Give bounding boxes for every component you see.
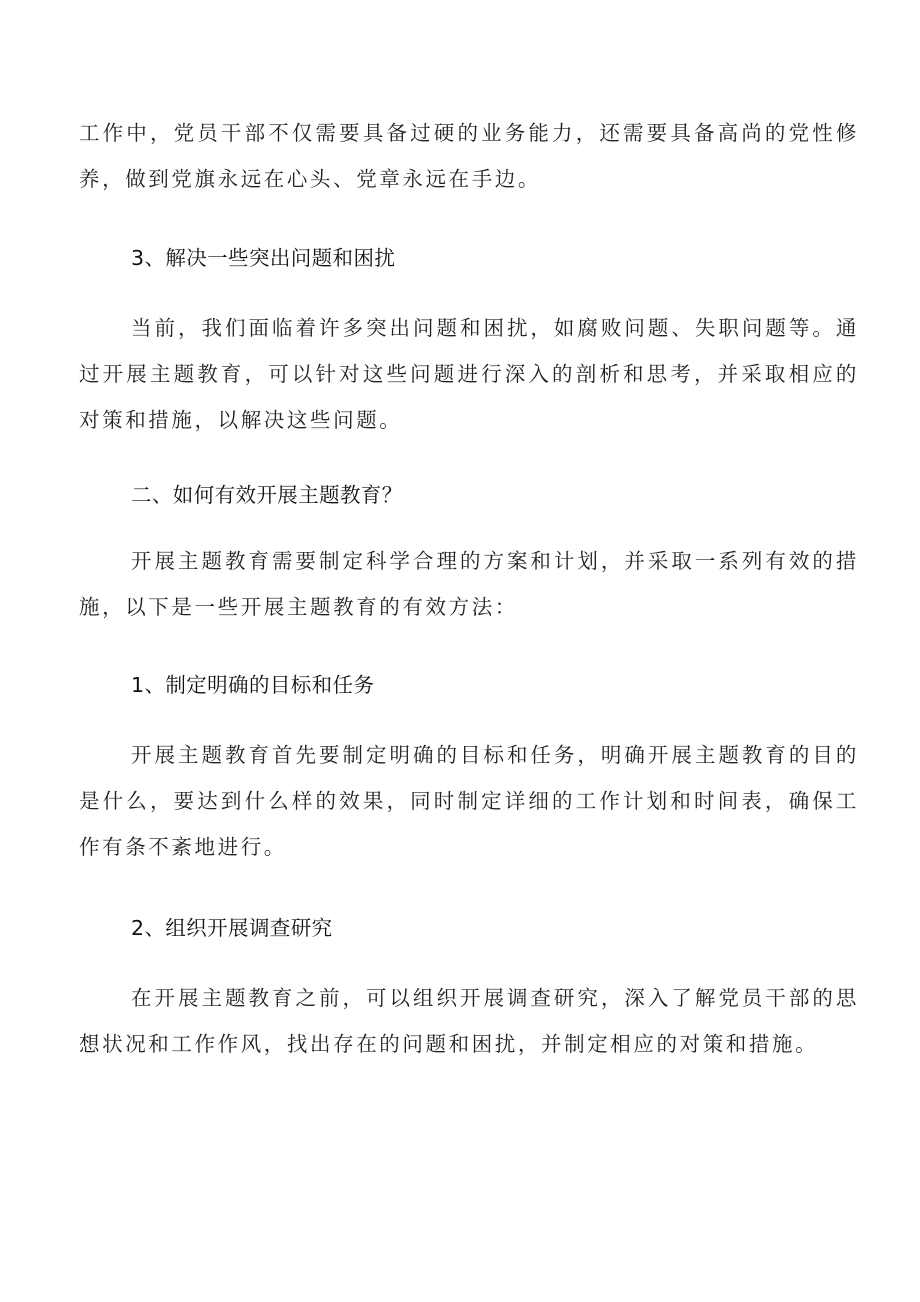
paragraph-investigation: 在开展主题教育之前，可以组织开展调查研究，深入了解党员干部的思想状况和工作作风，找出存在的问题和困扰，并制定相应的对策和措施。 [79,986,859,1056]
heading-set-goals: 1、制定明确的目标和任务 [131,673,375,697]
paragraph-party-spirit: 工作中，党员干部不仅需要具备过硬的业务能力，还需要具备高尚的党性修养，做到党旗永远在心头、党章永远在手边。 [79,121,859,191]
heading-research: 2、组织开展调查研究 [131,916,333,940]
paragraph-plan-and-measures: 开展主题教育需要制定科学合理的方案和计划，并采取一系列有效的措施，以下是一些开展主题教育的有效方法： [79,549,859,619]
paragraph-current-problems: 当前，我们面临着许多突出问题和困扰，如腐败问题、失职问题等。通过开展主题教育，可以针对这些问题进行深入的剖析和思考，并采取相应的对策和措施，以解决这些问题。 [79,316,859,432]
heading-how-to-carry-out: 二、如何有效开展主题教育？ [131,483,403,507]
paragraph-goals-and-tasks: 开展主题教育首先要制定明确的目标和任务，明确开展主题教育的目的是什么，要达到什么样的效果，同时制定详细的工作计划和时间表，确保工作有条不紊地进行。 [79,743,859,859]
heading-solve-problems: 3、解决一些突出问题和困扰 [131,246,396,270]
